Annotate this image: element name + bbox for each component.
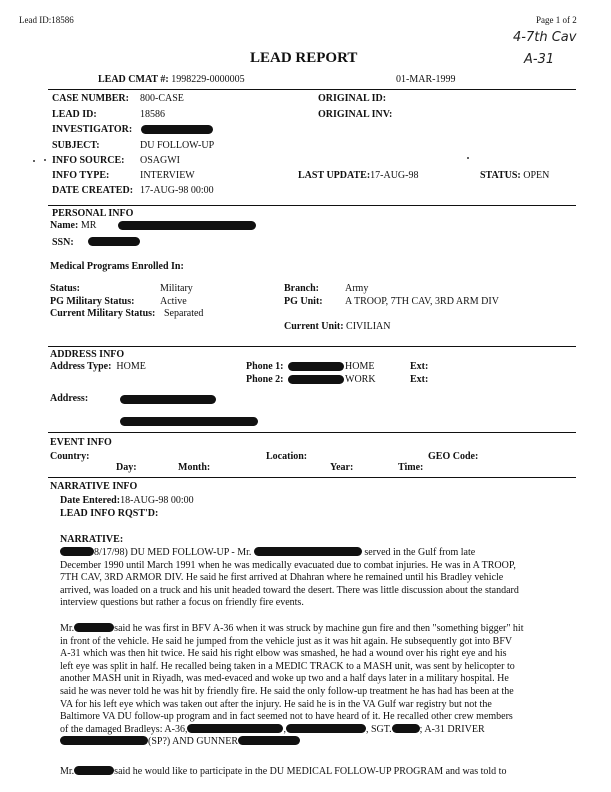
narrative-text: (SP?) AND GUNNER (148, 736, 238, 748)
original-id-label: ORIGINAL ID: (318, 93, 387, 104)
narrative-paragraph-3 (60, 766, 572, 779)
narrative-text: ; A-31 DRIVER (419, 723, 485, 735)
lead-id-value: 18586 (140, 109, 165, 120)
last-update-value: 17-AUG-98 (370, 170, 419, 181)
narrative-line: 7TH CAV, 3RD ARMOR DIV. He said he first arrived at Dhahran where he remained until his Bradley vehicle (60, 572, 504, 584)
status-label: STATUS: (480, 170, 521, 181)
redaction-address-line1 (120, 395, 216, 404)
lead-id-label: LEAD ID: (52, 109, 97, 120)
redaction (286, 724, 366, 733)
case-number-value: 800-CASE (140, 93, 184, 104)
lead-info-rqstd-label: LEAD INFO RQST'D: (60, 508, 159, 519)
narrative-text: , SGT. (365, 723, 392, 735)
date-entered-value: 18-AUG-98 00:00 (120, 495, 194, 506)
time-label: Time: (398, 462, 424, 473)
address-type (50, 361, 146, 372)
original-inv-label: ORIGINAL INV: (318, 109, 393, 120)
narrative-text: said he would like to participate in the DU MEDICAL FOLLOW-UP PROGRAM and was told to (114, 766, 507, 777)
info-source-label: INFO SOURCE: (52, 155, 125, 166)
geo-code-label: GEO Code: (428, 451, 479, 462)
personal-info-heading: PERSONAL INFO (52, 208, 134, 219)
current-unit-value: CIVILIAN (346, 321, 391, 332)
status-value-personal: Military (160, 283, 193, 294)
subject-label: SUBJECT: (52, 140, 100, 151)
narrative-line (60, 623, 572, 636)
branch-value: Army (345, 283, 369, 294)
redaction (74, 623, 114, 632)
redaction-name (118, 221, 256, 230)
divider (48, 89, 576, 90)
scan-speck (44, 159, 46, 161)
narrative-line: December 1990 until March 1991 when he was medically evacuated due to combat injuries. He was in A TROOP, (60, 559, 516, 571)
narrative-line: left eye was split in half. He recalled being taken in a MEDIC TRACK to a MASH unit, was sent by helicopter to (60, 660, 515, 672)
address-info-heading: ADDRESS INFO (50, 349, 125, 360)
address-type-value: HOME (116, 361, 146, 372)
status (480, 170, 549, 181)
subject-value: DU FOLLOW-UP (140, 140, 215, 151)
current-military-status-label: Current Military Status: (50, 308, 156, 319)
current-unit-label: Current Unit: (284, 321, 344, 332)
narrative-text: Mr. (60, 623, 75, 634)
narrative-line: in front of the vehicle. He said he jumped from the vehicle just as it was hit again. He subsequently got into BFV (60, 635, 513, 647)
medical-programs-label: Medical Programs Enrolled In: (50, 261, 184, 272)
phone2-label: Phone 2: (246, 374, 284, 385)
page-number: Page 1 of 2 (536, 15, 577, 25)
narrative-text: 8/17/98) DU MED FOLLOW-UP - Mr. (94, 547, 252, 558)
divider (48, 477, 576, 478)
phone1-type: HOME (345, 361, 375, 372)
report-date: 01-MAR-1999 (396, 74, 456, 85)
pg-military-status-value: Active (160, 296, 187, 307)
narrative-line (60, 724, 572, 737)
year-label: Year: (330, 462, 354, 473)
status-label-personal: Status: (50, 283, 81, 294)
date-created-label: DATE CREATED: (52, 185, 134, 196)
narrative-line (60, 736, 572, 749)
day-label: Day: (116, 462, 137, 473)
phone2-type: WORK (345, 374, 376, 385)
lead-cmat (98, 74, 245, 85)
redaction-investigator (141, 125, 213, 134)
date-entered (60, 495, 194, 506)
last-update-label: LAST UPDATE: (298, 170, 371, 181)
narrative-text: , (283, 723, 286, 735)
handwritten-note-unit: 4-7th Cav (513, 30, 577, 45)
narrative-line: arrived, was loaded on a truck and his unit headed toward the desert. There was little discussion about the standard (60, 584, 519, 596)
redaction (187, 724, 283, 733)
country-label: Country: (50, 451, 90, 462)
name-prefix: MR (80, 220, 97, 231)
redaction (238, 736, 300, 745)
info-source-value: OSAGWI (140, 155, 180, 166)
narrative-line: A-31 which was then hit twice. He said his right elbow was smashed, he had a wound over his right eye and his (60, 648, 507, 660)
redaction (74, 766, 114, 775)
status-value: OPEN (523, 170, 550, 181)
event-info-heading: EVENT INFO (50, 437, 112, 448)
ext2-label: Ext: (410, 374, 429, 385)
pg-unit-label: PG Unit: (284, 296, 323, 307)
ssn-label: SSN: (52, 237, 74, 248)
branch-label: Branch: (284, 283, 319, 294)
current-military-status-value: Separated (164, 308, 204, 319)
narrative-line (60, 766, 572, 779)
phone1-label: Phone 1: (246, 361, 284, 372)
scan-speck (33, 160, 35, 162)
info-type-label: INFO TYPE: (52, 170, 110, 181)
location-label: Location: (266, 451, 308, 462)
narrative-line (60, 547, 572, 560)
narrative-line: Baltimore VA DU follow-up program and in fact seemed not to have heard of it. He recalled other crew members (60, 711, 513, 723)
last-update (298, 170, 418, 181)
redaction-address-line2 (120, 417, 258, 426)
narrative-line: said he was never told he was hit by friendly fire. He said the only follow-up treatment he has had has been at the (60, 685, 514, 697)
name-label: Name: (50, 220, 79, 231)
narrative-label: NARRATIVE: (60, 534, 124, 545)
redaction (392, 724, 420, 733)
header-lead-id: Lead ID:18586 (19, 15, 74, 25)
lead-cmat-label: LEAD CMAT #: (98, 74, 169, 85)
handwritten-note-vehicle: A-31 (524, 52, 555, 67)
divider (48, 205, 576, 206)
investigator-label: INVESTIGATOR: (52, 124, 133, 135)
redaction (60, 736, 148, 745)
narrative-paragraph-2 (60, 623, 572, 749)
narrative-text: Mr. (60, 766, 75, 777)
narrative-line: interview questions but rather a focus on friendly fire events. (60, 597, 304, 609)
redaction-phone2 (288, 375, 344, 384)
divider (48, 346, 576, 347)
ext1-label: Ext: (410, 361, 429, 372)
case-number-label: CASE NUMBER: (52, 93, 129, 104)
scan-speck (467, 157, 469, 159)
page-title: LEAD REPORT (250, 50, 358, 66)
date-created-value: 17-AUG-98 00:00 (140, 185, 214, 196)
month-label: Month: (178, 462, 211, 473)
redaction-ssn (88, 237, 140, 246)
narrative-text: said he was first in BFV A-36 when it was struck by machine gun fire and then "something bigger" hit (114, 623, 524, 634)
redaction-phone1 (288, 362, 344, 371)
lead-cmat-value: 1998229-0000005 (171, 74, 245, 85)
narrative-line: VA for his left eye which was taken out after the injury. He said he is in the VA Gulf war registry but not the (60, 698, 492, 710)
pg-military-status-label: PG Military Status: (50, 296, 135, 307)
narrative-info-heading: NARRATIVE INFO (50, 481, 138, 492)
name-row (50, 220, 96, 231)
redaction (254, 547, 362, 556)
pg-unit-value: A TROOP, 7TH CAV, 3RD ARM DIV (345, 296, 499, 307)
narrative-line: another MASH unit in Riyadh, was med-evaced and woke up two and a half days later in a military hospital. He (60, 673, 509, 685)
address-label: Address: (50, 393, 89, 404)
date-entered-label: Date Entered: (60, 495, 121, 506)
address-type-label: Address Type: (50, 361, 112, 372)
narrative-text: served in the Gulf from late (364, 547, 476, 558)
current-unit (284, 321, 390, 332)
narrative-text: of the damaged Bradleys: A-36, (60, 723, 188, 735)
narrative-paragraph-1 (60, 547, 572, 610)
divider (48, 432, 576, 433)
info-type-value: INTERVIEW (140, 170, 195, 181)
redaction (60, 547, 94, 556)
